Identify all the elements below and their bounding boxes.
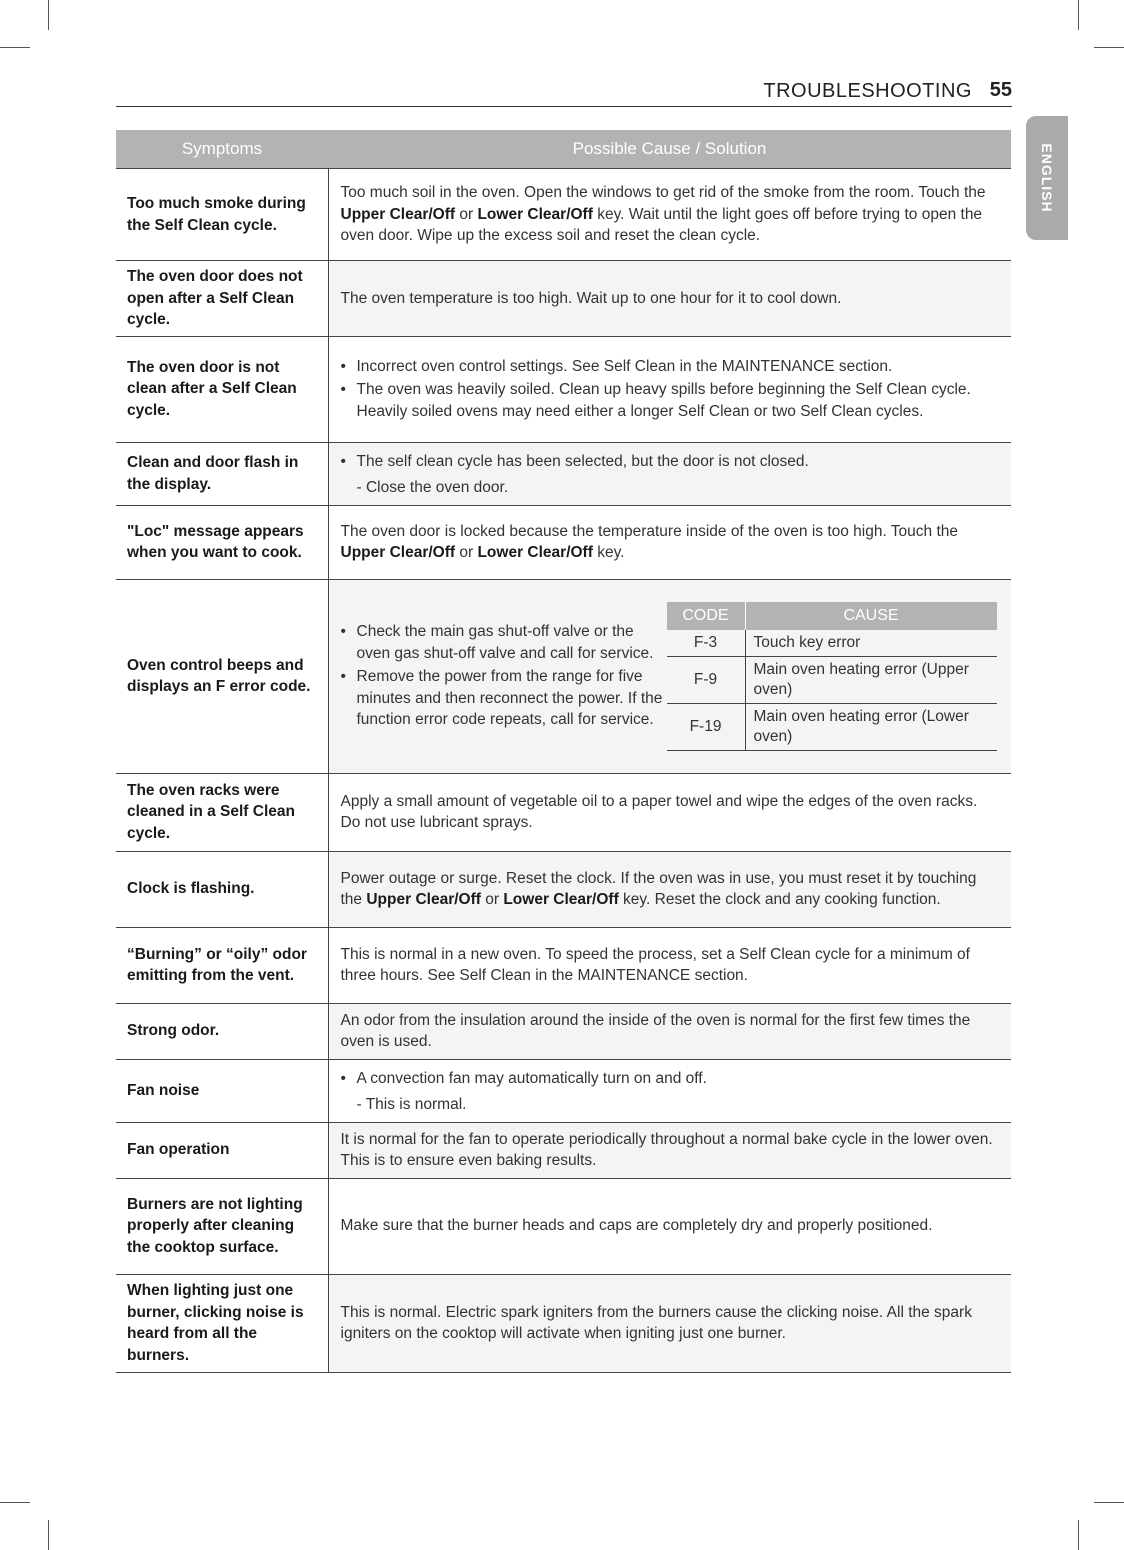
sub-item: - Close the oven door. — [356, 479, 509, 496]
symptom-cell: “Burning” or “oily” odor emitting from the vent. — [116, 927, 328, 1003]
table-row — [116, 169, 1011, 261]
error-code: F-19 — [667, 703, 746, 750]
crop-mark — [0, 47, 30, 48]
table-row — [116, 1059, 1011, 1122]
table-row — [116, 1003, 1011, 1059]
error-code: F-3 — [667, 630, 746, 657]
symptom-cell: Strong odor. — [116, 1003, 328, 1059]
error-cause: Touch key error — [745, 630, 997, 657]
table-row — [116, 1274, 1011, 1372]
symptom-cell: Burners are not lighting properly after cleaning the cooktop surface. — [116, 1178, 328, 1274]
crop-mark — [1094, 1502, 1124, 1503]
list-item: • Check the main gas shut-off valve or the oven gas shut-off valve and call for service. — [341, 621, 667, 664]
solution-cell — [328, 336, 1011, 442]
code-header: CODE — [667, 602, 746, 630]
table-row — [116, 336, 1011, 442]
symptom-cell: Fan operation — [116, 1122, 328, 1178]
table-row — [116, 851, 1011, 927]
crop-mark — [1078, 1520, 1079, 1550]
error-code: F-9 — [667, 656, 746, 703]
code-row — [667, 703, 997, 750]
solution-cell — [328, 579, 1011, 773]
crop-mark — [48, 0, 49, 30]
language-tab-label: ENGLISH — [1039, 143, 1055, 213]
error-code-table — [667, 602, 997, 751]
table-row — [116, 261, 1011, 337]
symptom-cell: Too much smoke during the Self Clean cycle. — [116, 169, 328, 261]
symptom-cell: The oven door is not clean after a Self Clean cycle. — [116, 336, 328, 442]
sub-item: - This is normal. — [356, 1096, 467, 1113]
crop-mark — [1078, 0, 1079, 30]
list-item: • The self clean cycle has been selected, but the door is not closed. — [341, 451, 998, 473]
code-row — [667, 630, 997, 657]
page-number: 55 — [989, 79, 1012, 101]
solution-cell: The oven door is locked because the temperature inside of the oven is too high. Touch the Upper Clear/Off or Lower Clear/Off key. — [328, 505, 1011, 579]
error-cause: Main oven heating error (Lower oven) — [745, 703, 997, 750]
solution-cell: Too much soil in the oven. Open the windows to get rid of the smoke from the room. Touch the Upper Clear/Off or Lower Clear/Off key. Wait until the light goes off before trying to open the oven door. Wipe up the excess soil and reset the clean cycle. — [328, 169, 1011, 261]
symptom-cell: When lighting just one burner, clicking noise is heard from all the burners. — [116, 1274, 328, 1372]
list-item: • The oven was heavily soiled. Clean up heavy spills before beginning the Self Clean cycle. Heavily soiled ovens may need either a longer Self Clean or two Self Clean cycles. — [341, 379, 998, 422]
solution-cell — [328, 1059, 1011, 1122]
solution-cell: This is normal in a new oven. To speed the process, set a Self Clean cycle for a minimum of three hours. See Self Clean in the MAINTENANCE section. — [328, 927, 1011, 1003]
language-tab — [1026, 116, 1068, 240]
table-row — [116, 1122, 1011, 1178]
solution-header: Possible Cause / Solution — [328, 130, 1011, 169]
crop-mark — [0, 1502, 30, 1503]
symptom-cell: The oven racks were cleaned in a Self Clean cycle. — [116, 773, 328, 851]
symptom-cell: Clock is flashing. — [116, 851, 328, 927]
table-row — [116, 579, 1011, 773]
solution-cell: This is normal. Electric spark igniters from the burners cause the clicking noise. All the spark igniters on the cooktop will activate when igniting just one burner. — [328, 1274, 1011, 1372]
table-row — [116, 442, 1011, 505]
troubleshooting-table — [116, 130, 1011, 1373]
solution-cell: Power outage or surge. Reset the clock. If the oven was in use, you must reset it by touching the Upper Clear/Off or Lower Clear/Off key. Reset the clock and any cooking function. — [328, 851, 1011, 927]
symptom-cell: Oven control beeps and displays an F error code. — [116, 579, 328, 773]
table-row — [116, 927, 1011, 1003]
solution-cell — [328, 442, 1011, 505]
symptom-cell: "Loc" message appears when you want to cook. — [116, 505, 328, 579]
error-cause: Main oven heating error (Upper oven) — [745, 656, 997, 703]
solution-cell: An odor from the insulation around the inside of the oven is normal for the first few times the oven is used. — [328, 1003, 1011, 1059]
page-header — [116, 78, 1012, 107]
symptom-cell: Clean and door flash in the display. — [116, 442, 328, 505]
table-row — [116, 505, 1011, 579]
list-item: • A convection fan may automatically turn on and off. — [341, 1068, 998, 1090]
section-title: TROUBLESHOOTING — [763, 80, 972, 102]
symptoms-header: Symptoms — [116, 130, 328, 169]
code-row — [667, 656, 997, 703]
list-item: • Remove the power from the range for five minutes and then reconnect the power. If the function error code repeats, call for service. — [341, 666, 667, 731]
solution-cell: Make sure that the burner heads and caps are completely dry and properly positioned. — [328, 1178, 1011, 1274]
symptom-cell: The oven door does not open after a Self Clean cycle. — [116, 261, 328, 337]
crop-mark — [48, 1520, 49, 1550]
crop-mark — [1094, 47, 1124, 48]
cause-header: CAUSE — [745, 602, 997, 630]
solution-cell: The oven temperature is too high. Wait up to one hour for it to cool down. — [328, 261, 1011, 337]
solution-cell: Apply a small amount of vegetable oil to a paper towel and wipe the edges of the oven racks. Do not use lubricant sprays. — [328, 773, 1011, 851]
table-row — [116, 773, 1011, 851]
list-item: • Incorrect oven control settings. See Self Clean in the MAINTENANCE section. — [341, 356, 998, 378]
solution-cell: It is normal for the fan to operate periodically throughout a normal bake cycle in the lower oven. This is to ensure even baking results. — [328, 1122, 1011, 1178]
symptom-cell: Fan noise — [116, 1059, 328, 1122]
table-row — [116, 1178, 1011, 1274]
